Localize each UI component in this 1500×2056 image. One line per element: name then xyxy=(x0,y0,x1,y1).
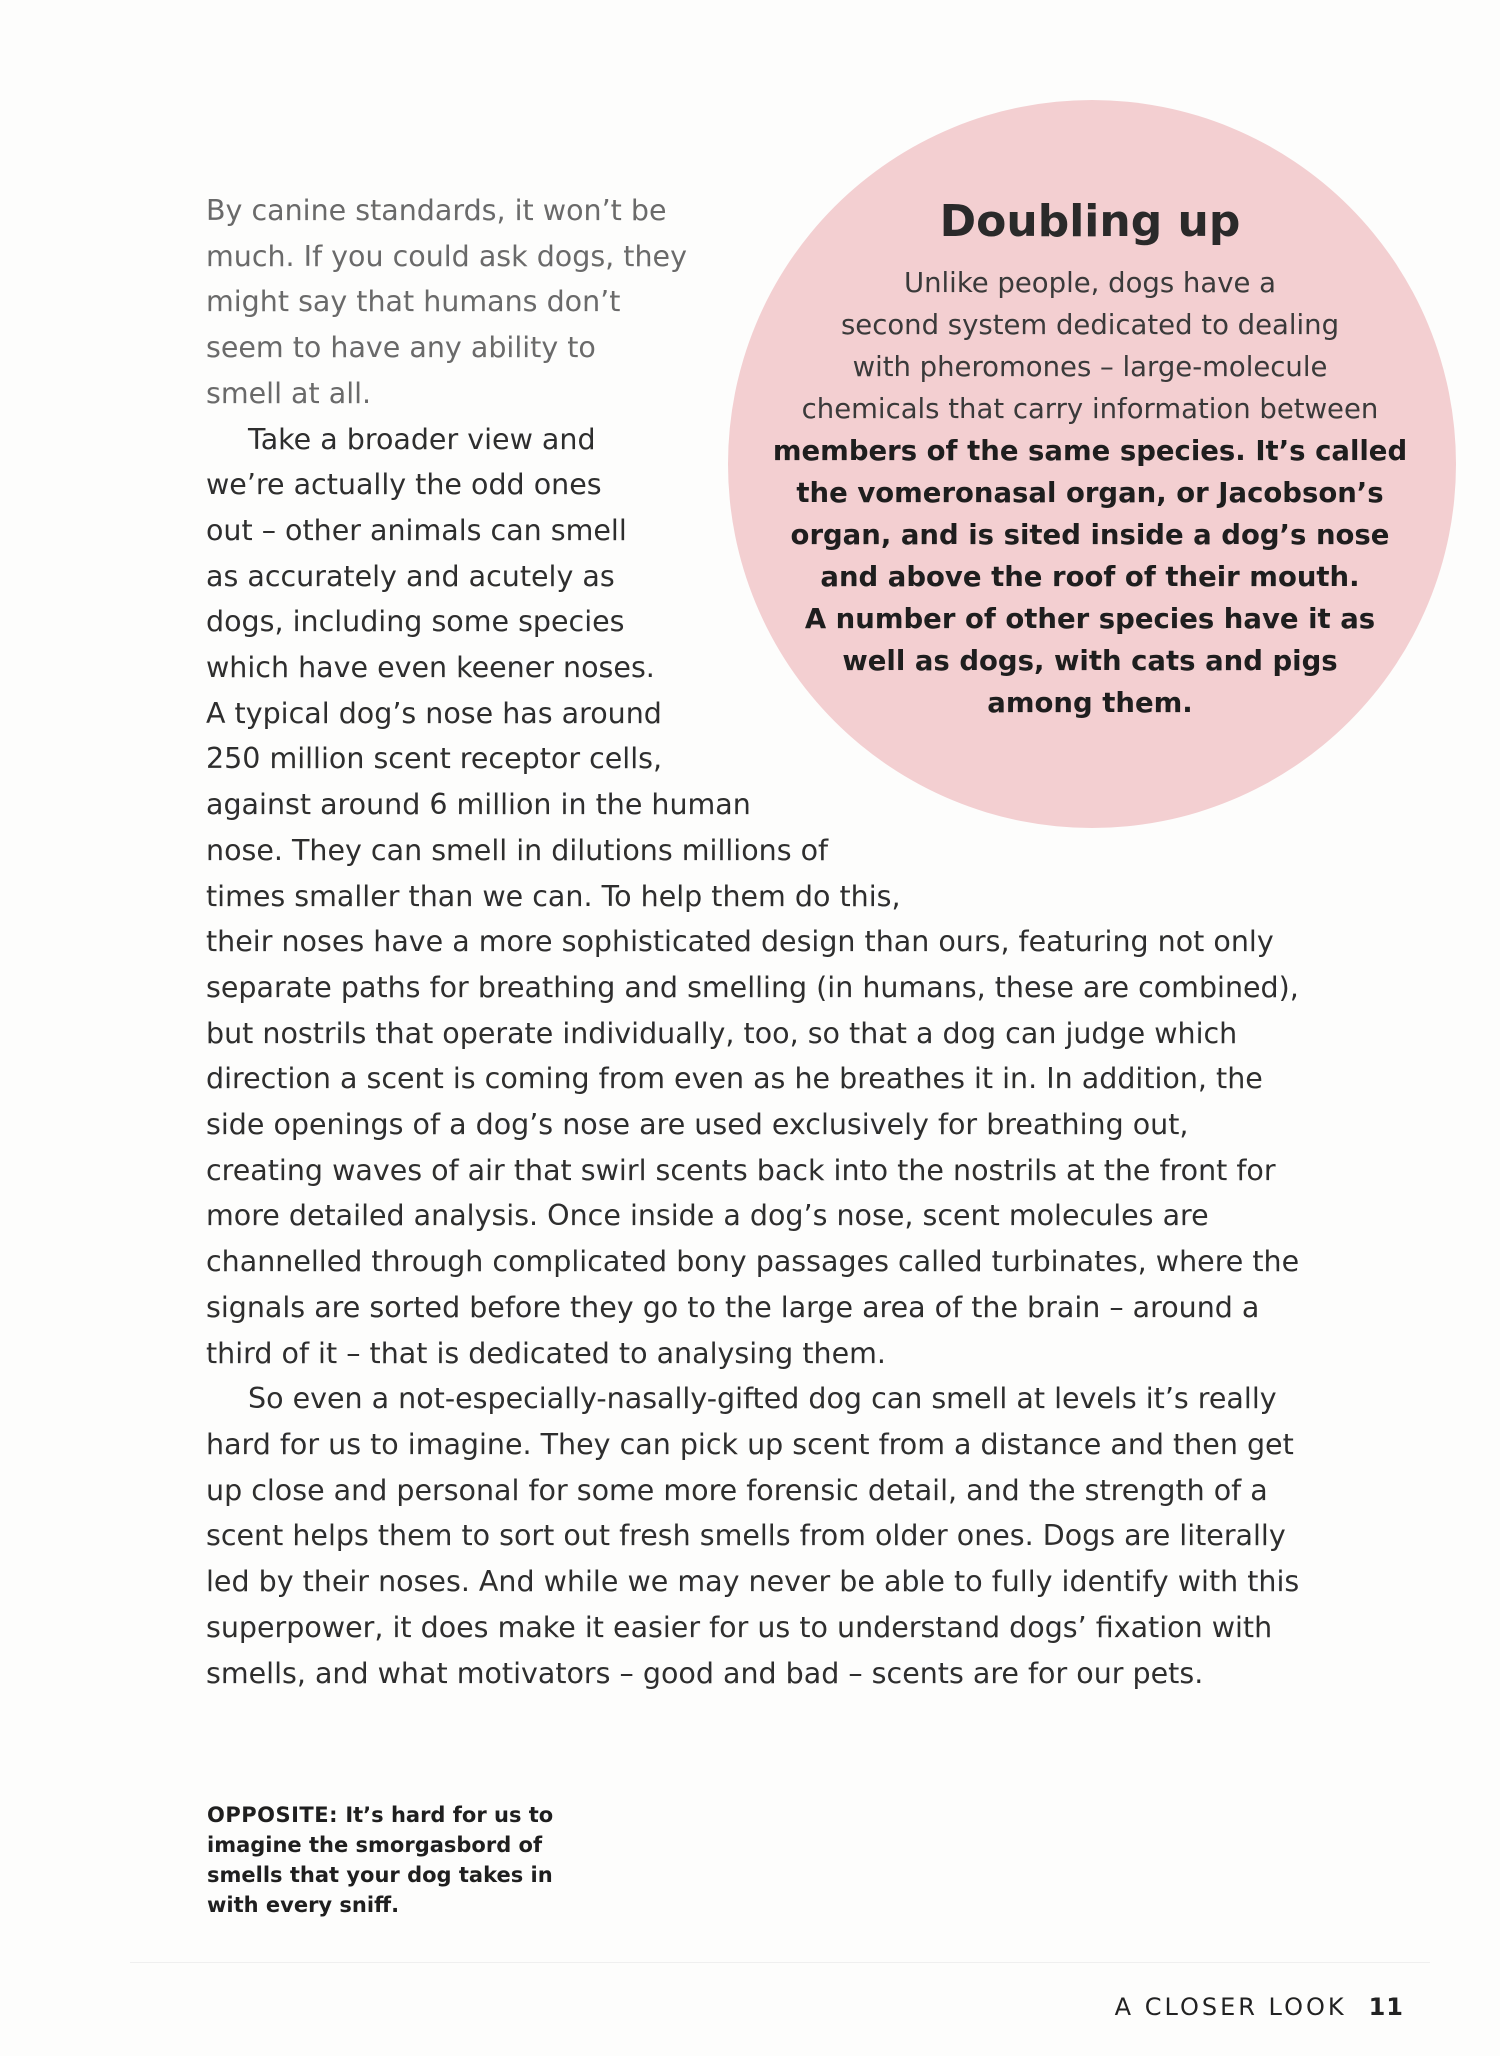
body-line: signals are sorted before they go to the large area of the brain – around a xyxy=(206,1290,1260,1324)
body-line: direction a scent is coming from even as he breathes it in. In addition, the xyxy=(206,1062,1263,1096)
sidebar-line: and above the roof of their mouth. xyxy=(820,561,1360,593)
body-line: creating waves of air that swirl scents back into the nostrils at the front for xyxy=(206,1153,1276,1187)
body-line: A typical dog’s nose has around xyxy=(206,696,662,730)
sidebar-line: organ, and is sited inside a dog’s nose xyxy=(790,519,1390,551)
sidebar-line: A number of other species have it as xyxy=(804,603,1376,635)
body-line: as accurately and acutely as xyxy=(206,559,615,593)
body-line: hard for us to imagine. They can pick up scent from a distance and then get xyxy=(206,1427,1294,1461)
body-line: up close and personal for some more forensic detail, and the strength of a xyxy=(206,1473,1268,1507)
caption-line: imagine the smorgasbord of xyxy=(207,1833,543,1857)
sidebar-line: members of the same species. It’s called xyxy=(772,435,1408,467)
body-line: seem to have any ability to xyxy=(206,331,596,365)
page-footer xyxy=(1115,1993,1404,2021)
body-line: their noses have a more sophisticated design than ours, featuring not only xyxy=(206,925,1274,959)
body-line: 250 million scent receptor cells, xyxy=(206,742,663,776)
body-line: against around 6 million in the human xyxy=(206,788,751,822)
body-line: smell at all. xyxy=(206,376,372,410)
sidebar-title: Doubling up xyxy=(939,196,1241,247)
caption-line: It’s hard for us to xyxy=(345,1803,554,1827)
sidebar-line: with pheromones – large-molecule xyxy=(852,351,1328,383)
body-line: separate paths for breathing and smelling (in humans, these are combined), xyxy=(206,970,1299,1004)
body-line: might say that humans don’t xyxy=(206,285,621,319)
body-line: we’re actually the odd ones xyxy=(206,468,602,502)
body-line: channelled through complicated bony passages called turbinates, where the xyxy=(206,1245,1300,1279)
sidebar-line: Unlike people, dogs have a xyxy=(903,267,1276,299)
body-line: dogs, including some species xyxy=(206,605,625,639)
body-line: led by their noses. And while we may never be able to fully identify with this xyxy=(206,1565,1300,1599)
sidebar-line: well as dogs, with cats and pigs xyxy=(842,645,1338,677)
caption-line: with every sniff. xyxy=(207,1893,400,1917)
body-line: By canine standards, it won’t be xyxy=(206,194,667,227)
photo-caption xyxy=(207,1800,567,1920)
body-line: much. If you could ask dogs, they xyxy=(206,239,687,273)
body-line: times smaller than we can. To help them do this, xyxy=(206,879,901,913)
caption-label: OPPOSITE: xyxy=(207,1803,338,1827)
caption-line: smells that your dog takes in xyxy=(207,1863,553,1887)
sidebar-line: second system dedicated to dealing xyxy=(840,309,1340,341)
body-line: scent helps them to sort out fresh smells from older ones. Dogs are literally xyxy=(206,1519,1286,1553)
sidebar-line: the vomeronasal organ, or Jacobson’s xyxy=(796,477,1384,509)
body-line: third of it – that is dedicated to analysing them. xyxy=(206,1336,886,1370)
body-line: smells, and what motivators – good and bad – scents are for our pets. xyxy=(206,1656,1204,1690)
article-body xyxy=(206,188,1376,1696)
page-number: 11 xyxy=(1368,1993,1404,2021)
body-line: side openings of a dog’s nose are used exclusively for breathing out, xyxy=(206,1108,1189,1142)
body-line: So even a not-especially-nasally-gifted dog can smell at levels it’s really xyxy=(248,1382,1277,1416)
sidebar-line: chemicals that carry information between xyxy=(801,393,1379,425)
body-line: nose. They can smell in dilutions millions of xyxy=(206,833,829,867)
body-line: but nostrils that operate individually, too, so that a dog can judge which xyxy=(206,1016,1238,1050)
body-line: out – other animals can smell xyxy=(206,513,627,547)
body-line: Take a broader view and xyxy=(248,422,596,456)
section-name: A CLOSER LOOK xyxy=(1114,1993,1347,2021)
footer-divider xyxy=(130,1962,1430,1963)
body-line: which have even keener noses. xyxy=(206,651,655,685)
body-line: more detailed analysis. Once inside a dog’s nose, scent molecules are xyxy=(206,1199,1209,1233)
body-line: superpower, it does make it easier for us to understand dogs’ fixation with xyxy=(206,1610,1273,1644)
sidebar-line: among them. xyxy=(987,687,1193,719)
